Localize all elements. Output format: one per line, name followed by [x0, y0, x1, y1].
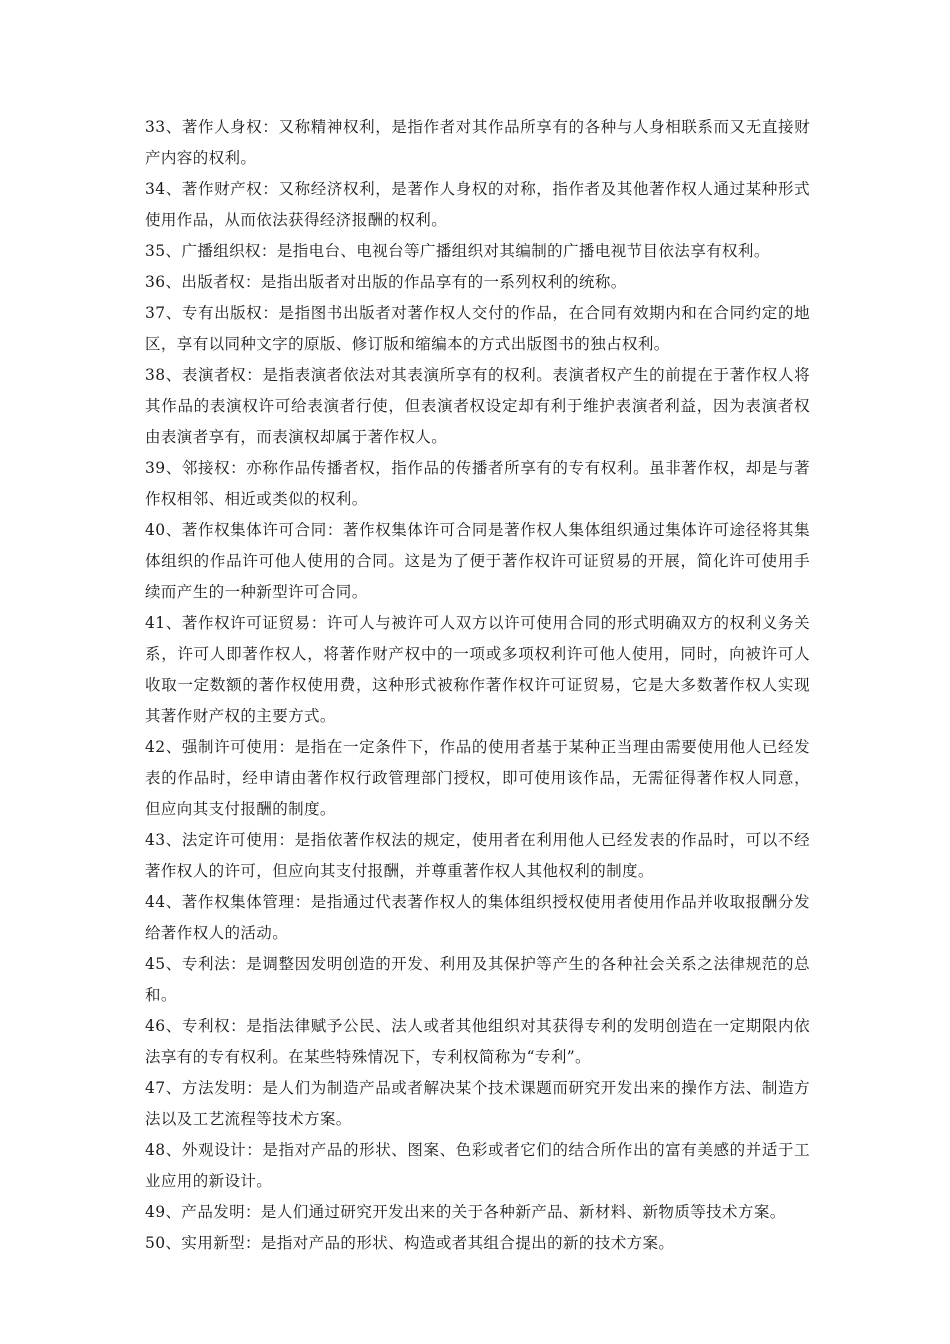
definition-34: 34、著作财产权：又称经济权利，是著作人身权的对称，指作者及其他著作权人通过某种形式使用作品，从而依法获得经济报酬的权利。	[145, 180, 810, 229]
definition-46: 46、专利权：是指法律赋予公民、法人或者其他组织对其获得专利的发明创造在一定期限内依法享有的专有权利。在某些特殊情况下，专利权简称为“专利”。	[145, 1017, 810, 1066]
definition-43: 43、法定许可使用：是指依著作权法的规定，使用者在利用他人已经发表的作品时，可以不经著作权人的许可，但应向其支付报酬，并尊重著作权人其他权利的制度。	[145, 831, 810, 880]
definition-42: 42、强制许可使用：是指在一定条件下，作品的使用者基于某种正当理由需要使用他人已经发表的作品时，经申请由著作权行政管理部门授权，即可使用该作品，无需征得著作权人同意，但应向其支付报酬的制度。	[145, 738, 810, 818]
definition-44: 44、著作权集体管理：是指通过代表著作权人的集体组织授权使用者使用作品并收取报酬分发给著作权人的活动。	[145, 893, 810, 942]
definition-49: 49、产品发明：是人们通过研究开发出来的关于各种新产品、新材料、新物质等技术方案。	[145, 1203, 786, 1221]
definition-39: 39、邻接权：亦称作品传播者权，指作品的传播者所享有的专有权利。虽非著作权，却是与著作权相邻、相近或类似的权利。	[145, 459, 810, 508]
definition-36: 36、出版者权：是指出版者对出版的作品享有的一系列权利的统称。	[145, 273, 627, 291]
definition-33: 33、著作人身权：又称精神权利，是指作者对其作品所享有的各种与人身相联系而又无直接财产内容的权利。	[145, 118, 810, 167]
definition-45: 45、专利法：是调整因发明创造的开发、利用及其保护等产生的各种社会关系之法律规范的总和。	[145, 955, 810, 1004]
definition-41: 41、著作权许可证贸易：许可人与被许可人双方以许可使用合同的形式明确双方的权利义务关系，许可人即著作权人，将著作财产权中的一项或多项权利许可他人使用，同时，向被许可人收取一定数额的著作权使用费，这种形式被称作著作权许可证贸易，它是大多数著作权人实现其著作财产权的主要方式。	[145, 614, 810, 725]
definition-40: 40、著作权集体许可合同：著作权集体许可合同是著作权人集体组织通过集体许可途径将其集体组织的作品许可他人使用的合同。这是为了便于著作权许可证贸易的开展，简化许可使用手续而产生的一种新型许可合同。	[145, 521, 810, 601]
document-body	[145, 112, 810, 1259]
definition-37: 37、专有出版权：是指图书出版者对著作权人交付的作品，在合同有效期内和在合同约定的地区，享有以同种文字的原版、修订版和缩编本的方式出版图书的独占权利。	[145, 304, 810, 353]
definition-38: 38、表演者权：是指表演者依法对其表演所享有的权利。表演者权产生的前提在于著作权人将其作品的表演权许可给表演者行使，但表演者权设定却有利于维护表演者利益，因为表演者权由表演者享有，而表演权却属于著作权人。	[145, 366, 810, 446]
definition-48: 48、外观设计：是指对产品的形状、图案、色彩或者它们的结合所作出的富有美感的并适于工业应用的新设计。	[145, 1141, 810, 1190]
definition-50: 50、实用新型：是指对产品的形状、构造或者其组合提出的新的技术方案。	[145, 1234, 675, 1252]
definition-35: 35、广播组织权：是指电台、电视台等广播组织对其编制的广播电视节目依法享有权利。	[145, 242, 770, 260]
definition-47: 47、方法发明：是人们为制造产品或者解决某个技术课题而研究开发出来的操作方法、制造方法以及工艺流程等技术方案。	[145, 1079, 810, 1128]
